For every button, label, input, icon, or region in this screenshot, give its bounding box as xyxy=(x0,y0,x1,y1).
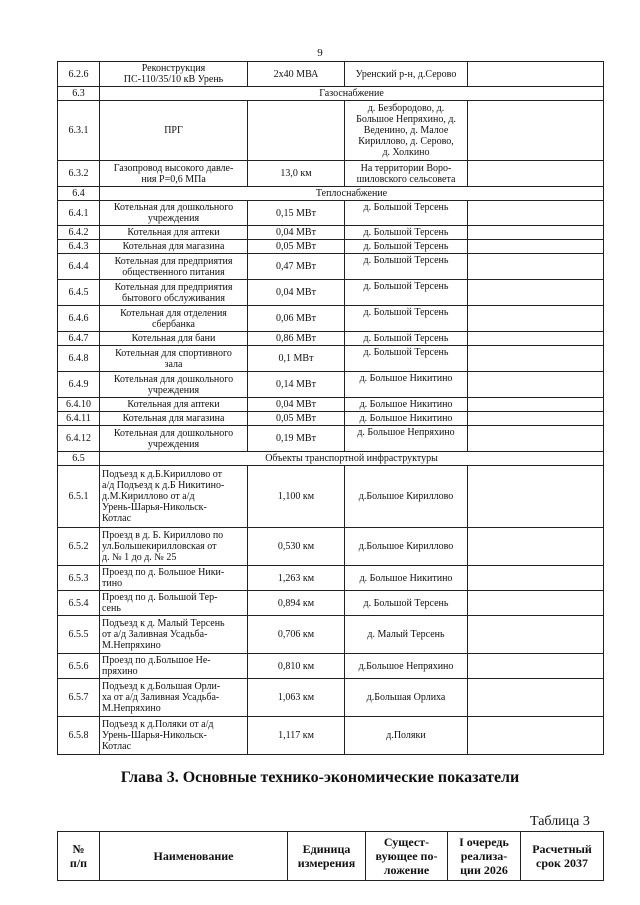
row-empty-cell xyxy=(468,372,604,398)
section-title: Теплоснабжение xyxy=(100,187,604,201)
row-location: д. Малый Терсень xyxy=(345,616,468,654)
section-title: Объекты транспортной инфраструктуры xyxy=(100,452,604,466)
row-capacity: 0,06 МВт xyxy=(248,306,345,332)
row-capacity: 1,063 км xyxy=(248,679,345,717)
table-row xyxy=(58,372,604,398)
table-row xyxy=(58,332,604,346)
row-number: 6.4.9 xyxy=(58,372,100,398)
row-number: 6.4.7 xyxy=(58,332,100,346)
row-number: 6.4.1 xyxy=(58,201,100,226)
row-location: д. Большое Непряхино xyxy=(345,426,468,452)
table-row xyxy=(58,679,604,717)
table-row xyxy=(58,466,604,528)
row-empty-cell xyxy=(468,679,604,717)
row-empty-cell xyxy=(468,101,604,161)
row-capacity: 0,14 МВт xyxy=(248,372,345,398)
row-capacity: 0,05 МВт xyxy=(248,412,345,426)
row-number: 6.5.1 xyxy=(58,466,100,528)
row-capacity: 0,15 МВт xyxy=(248,201,345,226)
row-capacity: 0,04 МВт xyxy=(248,280,345,306)
row-location: д. Большое Никитино xyxy=(345,566,468,591)
row-number: 6.5.6 xyxy=(58,654,100,679)
row-name: Подъезд к д.Поляки от а/д Урень-Шарья-Никольск- Котлас xyxy=(100,717,248,755)
row-capacity: 0,04 МВт xyxy=(248,398,345,412)
row-location: д. Большой Терсень xyxy=(345,201,468,226)
row-empty-cell xyxy=(468,346,604,372)
indicators-table xyxy=(57,831,604,881)
row-empty-cell xyxy=(468,654,604,679)
table-row xyxy=(58,161,604,187)
row-name: Котельная для дошкольного учреждения xyxy=(100,201,248,226)
table-row xyxy=(58,101,604,161)
row-number: 6.5.3 xyxy=(58,566,100,591)
table-row xyxy=(58,254,604,280)
row-name: ПРГ xyxy=(100,101,248,161)
row-name: Проезд по д. Большое Ники- тино xyxy=(100,566,248,591)
row-empty-cell xyxy=(468,254,604,280)
row-number: 6.4.4 xyxy=(58,254,100,280)
row-name: Подъезд к д.Большая Орли- ха от а/д Заливная Усадьба- М.Непряхино xyxy=(100,679,248,717)
row-location: д. Большой Терсень xyxy=(345,280,468,306)
row-number: 6.3 xyxy=(58,87,100,101)
row-empty-cell xyxy=(468,240,604,254)
table-row xyxy=(58,717,604,755)
row-location: д. Большое Никитино xyxy=(345,372,468,398)
header-name: Наименование xyxy=(100,832,288,881)
row-number: 6.5 xyxy=(58,452,100,466)
row-capacity: 1,263 км xyxy=(248,566,345,591)
table-row xyxy=(58,616,604,654)
row-empty-cell xyxy=(468,717,604,755)
row-location: д. Большой Терсень xyxy=(345,254,468,280)
row-number: 6.4.3 xyxy=(58,240,100,254)
page-number: 9 xyxy=(317,47,323,59)
row-empty-cell xyxy=(468,201,604,226)
row-location: д.Большое Кириллово xyxy=(345,528,468,566)
row-name: Подъезд к д. Малый Терсень от а/д Заливная Усадьба- М.Непряхино xyxy=(100,616,248,654)
row-name: Котельная для предприятия бытового обслуживания xyxy=(100,280,248,306)
row-number: 6.5.8 xyxy=(58,717,100,755)
row-name: Газопровод высокого давле- ния P=0,6 МПа xyxy=(100,161,248,187)
row-location: д. Большой Терсень xyxy=(345,332,468,346)
row-location: д.Поляки xyxy=(345,717,468,755)
row-number: 6.5.7 xyxy=(58,679,100,717)
row-location: На территории Воро- шиловского сельсовета xyxy=(345,161,468,187)
table-row xyxy=(58,226,604,240)
row-capacity: 0,706 км xyxy=(248,616,345,654)
row-location: Уренский р-н, д.Серово xyxy=(345,62,468,87)
row-location: д. Большое Никитино xyxy=(345,412,468,426)
table-row xyxy=(58,62,604,87)
table-row xyxy=(58,566,604,591)
row-name: Котельная для предприятия общественного питания xyxy=(100,254,248,280)
table-row xyxy=(58,306,604,332)
indicators-header-row xyxy=(58,832,604,881)
table-caption: Таблица 3 xyxy=(530,814,590,829)
row-number: 6.4 xyxy=(58,187,100,201)
row-name: Проезд по д. Большой Тер- сень xyxy=(100,591,248,616)
row-number: 6.4.8 xyxy=(58,346,100,372)
row-capacity: 13,0 км xyxy=(248,161,345,187)
row-location: д.Большое Непряхино xyxy=(345,654,468,679)
row-empty-cell xyxy=(468,161,604,187)
row-name: Котельная для магазина xyxy=(100,240,248,254)
row-number: 6.4.5 xyxy=(58,280,100,306)
row-location: д. Большой Терсень xyxy=(345,306,468,332)
row-location: д. Большой Терсень xyxy=(345,346,468,372)
row-number: 6.4.10 xyxy=(58,398,100,412)
section-row xyxy=(58,452,604,466)
row-number: 6.4.11 xyxy=(58,412,100,426)
row-name: Котельная для бани xyxy=(100,332,248,346)
row-name: Подъезд к д.Б.Кириллово от а/д Подъезд к д.Б Никитино- д.М.Кириллово от а/д Урень-Шарья-Никольск- Котлас xyxy=(100,466,248,528)
row-location: д.Большое Кириллово xyxy=(345,466,468,528)
header-first-stage: I очередь реализа- ции 2026 xyxy=(448,832,521,881)
row-name: Проезд в д. Б. Кириллово по ул.Большекирилловская от д. № 1 до д. № 25 xyxy=(100,528,248,566)
row-empty-cell xyxy=(468,566,604,591)
row-empty-cell xyxy=(468,616,604,654)
row-location: д. Большой Терсень xyxy=(345,226,468,240)
row-capacity: 0,47 МВт xyxy=(248,254,345,280)
row-capacity: 0,894 км xyxy=(248,591,345,616)
table-row xyxy=(58,240,604,254)
row-capacity: 0,05 МВт xyxy=(248,240,345,254)
row-capacity: 0,810 км xyxy=(248,654,345,679)
header-number: № п/п xyxy=(58,832,100,881)
row-location: д. Безбородово, д. Большое Непряхино, д. Веденино, д. Малое Кириллово, д. Серово, д. Холкино xyxy=(345,101,468,161)
table-row xyxy=(58,398,604,412)
row-number: 6.3.1 xyxy=(58,101,100,161)
row-empty-cell xyxy=(468,226,604,240)
row-number: 6.4.12 xyxy=(58,426,100,452)
row-number: 6.4.6 xyxy=(58,306,100,332)
row-name: Котельная для дошкольного учреждения xyxy=(100,426,248,452)
row-capacity: 1,117 км xyxy=(248,717,345,755)
row-location: д. Большое Никитино xyxy=(345,398,468,412)
row-capacity xyxy=(248,101,345,161)
row-number: 6.5.2 xyxy=(58,528,100,566)
row-empty-cell xyxy=(468,466,604,528)
row-capacity: 0,1 МВт xyxy=(248,346,345,372)
row-location: д. Большой Терсень xyxy=(345,240,468,254)
section-row xyxy=(58,87,604,101)
row-number: 6.3.2 xyxy=(58,161,100,187)
table-row xyxy=(58,654,604,679)
header-unit: Единица измерения xyxy=(288,832,366,881)
row-name: Котельная для аптеки xyxy=(100,398,248,412)
row-location: д.Большая Орлиха xyxy=(345,679,468,717)
row-empty-cell xyxy=(468,306,604,332)
row-empty-cell xyxy=(468,426,604,452)
row-empty-cell xyxy=(468,332,604,346)
row-capacity: 1,100 км xyxy=(248,466,345,528)
row-name: Котельная для аптеки xyxy=(100,226,248,240)
row-name: Котельная для магазина xyxy=(100,412,248,426)
table-row xyxy=(58,412,604,426)
row-empty-cell xyxy=(468,398,604,412)
row-location: д. Большой Терсень xyxy=(345,591,468,616)
row-name: Котельная для спортивного зала xyxy=(100,346,248,372)
row-empty-cell xyxy=(468,62,604,87)
row-capacity: 2x40 МВА xyxy=(248,62,345,87)
row-name: Проезд по д.Большое Не- пряхино xyxy=(100,654,248,679)
table-row xyxy=(58,528,604,566)
objects-table xyxy=(57,61,604,755)
row-number: 6.4.2 xyxy=(58,226,100,240)
row-capacity: 0,04 МВт xyxy=(248,226,345,240)
row-empty-cell xyxy=(468,591,604,616)
row-name: Реконструкция ПС-110/35/10 кВ Урень xyxy=(100,62,248,87)
row-name: Котельная для дошкольного учреждения xyxy=(100,372,248,398)
header-existing: Сущест- вующее по- ложение xyxy=(366,832,448,881)
row-empty-cell xyxy=(468,280,604,306)
header-final-term: Расчетный срок 2037 xyxy=(521,832,604,881)
row-number: 6.2.6 xyxy=(58,62,100,87)
row-empty-cell xyxy=(468,528,604,566)
objects-table-body xyxy=(58,62,604,755)
row-name: Котельная для отделения сбербанка xyxy=(100,306,248,332)
section-row xyxy=(58,187,604,201)
table-row xyxy=(58,591,604,616)
table-row xyxy=(58,426,604,452)
table-row xyxy=(58,346,604,372)
table-row xyxy=(58,280,604,306)
row-capacity: 0,19 МВт xyxy=(248,426,345,452)
row-capacity: 0,530 км xyxy=(248,528,345,566)
row-empty-cell xyxy=(468,412,604,426)
row-number: 6.5.4 xyxy=(58,591,100,616)
row-capacity: 0,86 МВт xyxy=(248,332,345,346)
row-number: 6.5.5 xyxy=(58,616,100,654)
section-title: Газоснабжение xyxy=(100,87,604,101)
chapter-heading: Глава 3. Основные технико-экономические показатели xyxy=(120,769,520,786)
table-row xyxy=(58,201,604,226)
